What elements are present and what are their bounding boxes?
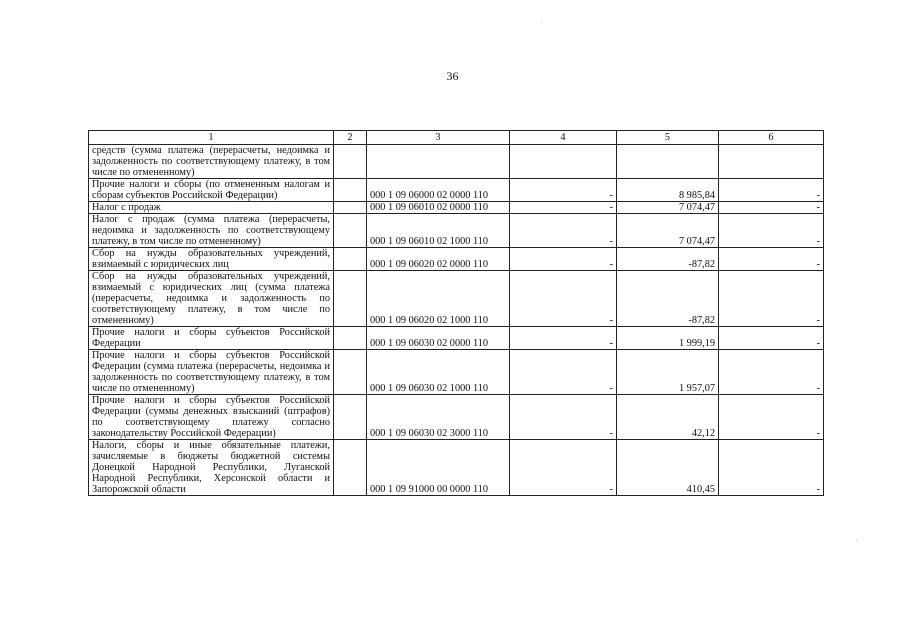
row-col6: - bbox=[719, 214, 824, 248]
row-code: 000 1 09 06030 02 0000 110 bbox=[367, 327, 510, 350]
row-col5: 410,45 bbox=[617, 440, 719, 496]
row-col6: - bbox=[719, 327, 824, 350]
row-col2 bbox=[334, 202, 367, 214]
row-col2 bbox=[334, 214, 367, 248]
row-name: Прочие налоги и сборы субъектов Российской Федерации (суммы денежных взысканий (штрафов) по соответствующему платежу согласно законодательству Российской Федерации) bbox=[89, 395, 334, 440]
scan-speck bbox=[541, 21, 542, 22]
table-row bbox=[89, 248, 824, 271]
row-col5: 7 074,47 bbox=[617, 202, 719, 214]
row-code: 000 1 09 91000 00 0000 110 bbox=[367, 440, 510, 496]
row-col2 bbox=[334, 179, 367, 202]
row-col4: - bbox=[510, 327, 617, 350]
row-col2 bbox=[334, 350, 367, 395]
row-name: Налог с продаж (сумма платежа (перерасчеты, недоимка и задолженность по соответствующему платежу, в том числе по отмененному) bbox=[89, 214, 334, 248]
row-col2 bbox=[334, 327, 367, 350]
column-number-row bbox=[89, 131, 824, 145]
row-col4: - bbox=[510, 248, 617, 271]
table-row bbox=[89, 327, 824, 350]
table-row bbox=[89, 214, 824, 248]
table-row bbox=[89, 395, 824, 440]
column-header: 3 bbox=[367, 131, 510, 145]
row-col5: -87,82 bbox=[617, 248, 719, 271]
row-col5: 8 985,84 bbox=[617, 179, 719, 202]
row-col5 bbox=[617, 145, 719, 179]
row-col4: - bbox=[510, 271, 617, 327]
row-code: 000 1 09 06010 02 1000 110 bbox=[367, 214, 510, 248]
row-code: 000 1 09 06010 02 0000 110 bbox=[367, 202, 510, 214]
table-row bbox=[89, 350, 824, 395]
row-col5: 1 999,19 bbox=[617, 327, 719, 350]
column-header: 5 bbox=[617, 131, 719, 145]
page-number: 36 bbox=[446, 69, 459, 83]
row-name: Налоги, сборы и иные обязательные платежи, зачисляемые в бюджеты бюджетной системы Донецкой Народной Республики, Луганской Народной Республики, Херсонской области и Запорожской области bbox=[89, 440, 334, 496]
row-col6: - bbox=[719, 179, 824, 202]
row-col6: - bbox=[719, 248, 824, 271]
column-header: 6 bbox=[719, 131, 824, 145]
column-header: 4 bbox=[510, 131, 617, 145]
row-col2 bbox=[334, 248, 367, 271]
row-col2 bbox=[334, 145, 367, 179]
budget-revenue-table bbox=[88, 130, 824, 496]
row-col4: - bbox=[510, 350, 617, 395]
table-row bbox=[89, 271, 824, 327]
row-col6: - bbox=[719, 395, 824, 440]
row-name: средств (сумма платежа (перерасчеты, недоимка и задолженность по соответствующему платежу, в том числе по отмененному) bbox=[89, 145, 334, 179]
row-col4: - bbox=[510, 214, 617, 248]
table-row bbox=[89, 179, 824, 202]
row-code bbox=[367, 145, 510, 179]
column-header: 2 bbox=[334, 131, 367, 145]
row-col6: - bbox=[719, 350, 824, 395]
row-name: Сбор на нужды образовательных учреждений, взимаемый с юридических лиц bbox=[89, 248, 334, 271]
scan-speck bbox=[856, 540, 857, 541]
row-col4: - bbox=[510, 395, 617, 440]
row-col5: 7 074,47 bbox=[617, 214, 719, 248]
row-col2 bbox=[334, 440, 367, 496]
row-col2 bbox=[334, 271, 367, 327]
row-code: 000 1 09 06020 02 1000 110 bbox=[367, 271, 510, 327]
row-name: Прочие налоги и сборы субъектов Российской Федерации bbox=[89, 327, 334, 350]
table-row bbox=[89, 440, 824, 496]
row-name: Налог с продаж bbox=[89, 202, 334, 214]
row-col4: - bbox=[510, 179, 617, 202]
row-col6: - bbox=[719, 440, 824, 496]
column-header: 1 bbox=[89, 131, 334, 145]
row-col5: -87,82 bbox=[617, 271, 719, 327]
row-col6: - bbox=[719, 202, 824, 214]
row-col2 bbox=[334, 395, 367, 440]
row-name: Прочие налоги и сборы субъектов Российской Федерации (сумма платежа (перерасчеты, недоимка и задолженность по соответствующему платежу, в том числе по отмененному) bbox=[89, 350, 334, 395]
row-col5: 1 957,07 bbox=[617, 350, 719, 395]
row-name: Сбор на нужды образовательных учреждений, взимаемый с юридических лиц (сумма платежа (перерасчеты, недоимка и задолженность по соответствующему платежу, в том числе по отмененному) bbox=[89, 271, 334, 327]
row-code: 000 1 09 06030 02 3000 110 bbox=[367, 395, 510, 440]
row-name: Прочие налоги и сборы (по отмененным налогам и сборам субъектов Российской Федерации) bbox=[89, 179, 334, 202]
row-col4 bbox=[510, 145, 617, 179]
row-col5: 42,12 bbox=[617, 395, 719, 440]
row-code: 000 1 09 06030 02 1000 110 bbox=[367, 350, 510, 395]
row-code: 000 1 09 06020 02 0000 110 bbox=[367, 248, 510, 271]
row-col4: - bbox=[510, 202, 617, 214]
row-code: 000 1 09 06000 02 0000 110 bbox=[367, 179, 510, 202]
row-col6: - bbox=[719, 271, 824, 327]
row-col6 bbox=[719, 145, 824, 179]
table-row bbox=[89, 202, 824, 214]
row-col4: - bbox=[510, 440, 617, 496]
table-row bbox=[89, 145, 824, 179]
